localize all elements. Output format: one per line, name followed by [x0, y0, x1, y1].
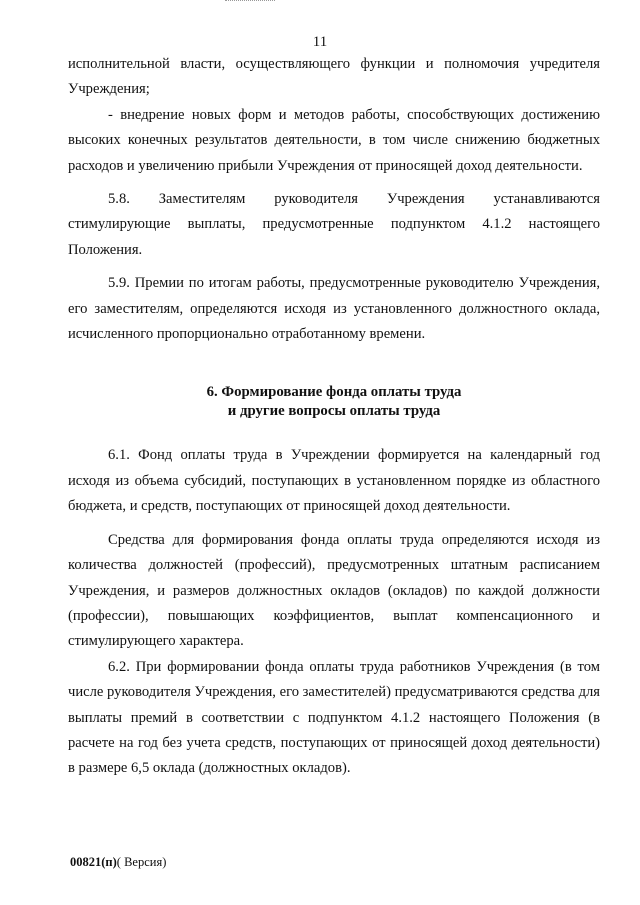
page-number: 11 [312, 34, 328, 50]
section-title [68, 383, 600, 421]
document-footer [70, 855, 166, 870]
section-title-line2: и другие вопросы оплаты труда [227, 403, 441, 420]
paragraph-continuation: исполнительной власти, осуществляющего функции и полномочия учредителя Учреждения; [68, 56, 600, 98]
document-body [68, 52, 600, 782]
paragraph-funding-means: Средства для формирования фонда оплаты труда определяются исходя из количества должностей (профессий), предусмотренных штатным расписанием Учреждения, и размеров должностных окладов (окладов) по каждой должности (профессии), повышающих коэффициентов, выплат компенсационного и стимулирующего характера. [68, 531, 600, 650]
paragraph-6-2: 6.2. При формировании фонда оплаты труда работников Учреждения (в том числе руководителя Учреждения, его заместителей) предусматриваются средства для выплаты премий в соответствии с подпунктом 4.1.2 настоящего Положения (в расчете на год без учета средств, поступающих от приносящей доход деятельности) в размере 6,5 оклада (должностных окладов). [68, 658, 600, 777]
paragraph-bullet: - внедрение новых форм и методов работы, способствующих достижению высоких конечных результатов деятельности, в том числе снижению бюджетных расходов и увеличению прибыли Учреждения от приносящей доход деятельности. [68, 106, 600, 174]
paragraph-6-1: 6.1. Фонд оплаты труда в Учреждении формируется на календарный год исходя из объема субсидий, поступающих в установленном порядке из областного бюджета, и средств, поступающих от приносящей доход деятельности. [68, 447, 600, 515]
scan-artifact [225, 0, 275, 4]
paragraph-5-8: 5.8. Заместителям руководителя Учреждения устанавливаются стимулирующие выплаты, предусмотренные подпунктом 4.1.2 настоящего Положения. [68, 191, 600, 258]
footer-version: ( Версия) [116, 855, 167, 869]
footer-code: 00821(п) [70, 855, 117, 869]
paragraph-5-9: 5.9. Премии по итогам работы, предусмотренные руководителю Учреждения, его заместителям, определяются исходя из установленного должностного оклада, исчисленного пропорционально отработанному времени. [68, 275, 600, 343]
section-title-line1: 6. Формирование фонда оплаты труда [206, 384, 462, 401]
